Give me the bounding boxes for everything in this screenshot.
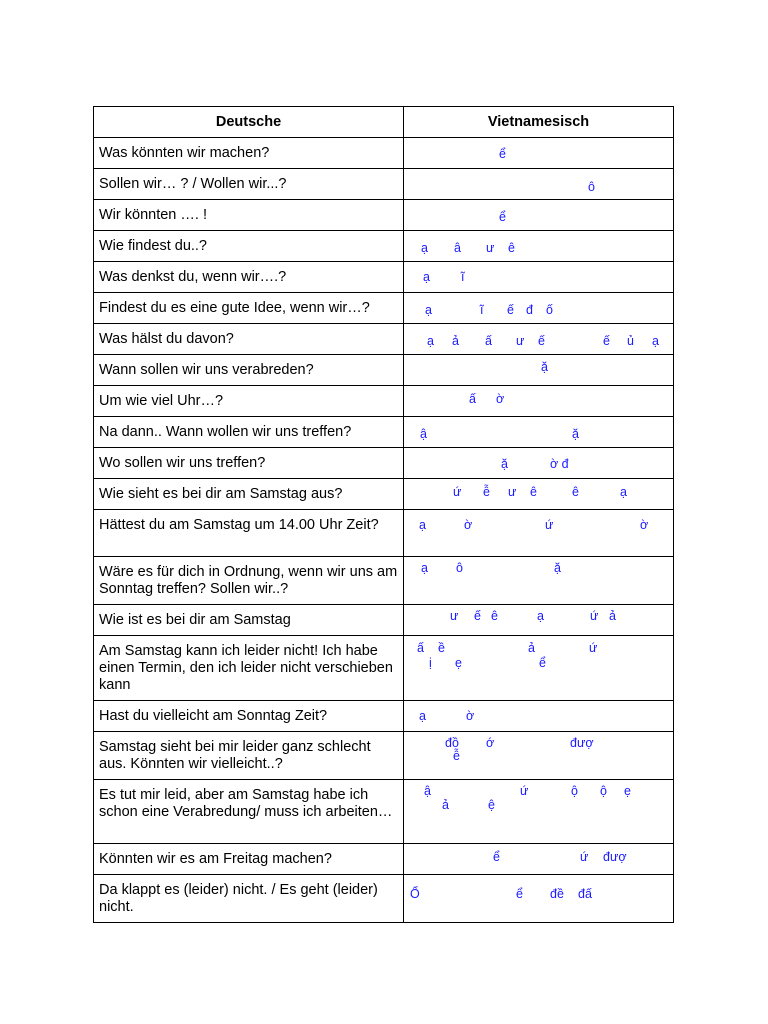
vietnamese-diacritic: ả — [452, 334, 459, 348]
vietnamese-diacritic: ĩ — [461, 270, 465, 284]
vietnamese-diacritic: ộ — [600, 784, 607, 798]
vietnamese-phrase — [404, 557, 674, 605]
vietnamese-diacritic: ế — [507, 303, 514, 317]
vietnamese-diacritic: ứ — [589, 641, 598, 655]
vietnamese-diacritic: ả — [442, 798, 449, 812]
german-phrase: Am Samstag kann ich leider nicht! Ich habe einen Termin, den ich leider nicht verschieben kann — [94, 636, 404, 701]
table-body — [94, 138, 674, 923]
vietnamese-phrase — [404, 844, 674, 875]
vietnamese-diacritic: ể — [516, 887, 523, 901]
vietnamese-phrase — [404, 262, 674, 293]
german-phrase: Um wie viel Uhr…? — [94, 386, 404, 417]
vietnamese-line — [404, 641, 673, 655]
vietnamese-diacritic: ạ — [620, 485, 627, 499]
vietnamese-diacritic: ị — [429, 656, 432, 670]
vietnamese-diacritic: ậ — [420, 427, 427, 441]
table-row — [94, 355, 674, 386]
vietnamese-line — [404, 147, 673, 161]
german-phrase: Was denkst du, wenn wir….? — [94, 262, 404, 293]
vietnamese-diacritic: đượ — [603, 850, 627, 864]
german-phrase: Was könnten wir machen? — [94, 138, 404, 169]
vietnamese-diacritic: ệ — [488, 798, 495, 812]
vietnamese-diacritic: đồ — [445, 736, 459, 750]
vietnamese-diacritic: đấ — [578, 887, 592, 901]
vietnamese-diacritic: ờ — [640, 518, 649, 532]
vietnamese-diacritic: ấ — [485, 334, 492, 348]
german-phrase: Könnten wir es am Freitag machen? — [94, 844, 404, 875]
vietnamese-diacritic: ứ — [453, 485, 462, 499]
vietnamese-phrase — [404, 605, 674, 636]
vietnamese-phrase — [404, 479, 674, 510]
vietnamese-line — [404, 457, 673, 471]
vietnamese-phrase — [404, 510, 674, 557]
table-row — [94, 417, 674, 448]
vietnamese-diacritic: ư — [486, 241, 495, 255]
table-row — [94, 557, 674, 605]
vietnamese-diacritic: ư — [516, 334, 525, 348]
vietnamese-diacritic: ạ — [423, 270, 430, 284]
german-phrase: Da klappt es (leider) nicht. / Es geht (leider) nicht. — [94, 875, 404, 923]
table-row — [94, 324, 674, 355]
german-phrase: Es tut mir leid, aber am Samstag habe ich schon eine Verabredung/ muss ich arbeiten… — [94, 780, 404, 844]
vietnamese-diacritic: ứ — [590, 609, 599, 623]
vietnamese-phrase — [404, 324, 674, 355]
german-phrase: Was hälst du davon? — [94, 324, 404, 355]
vietnamese-line — [404, 850, 673, 864]
vietnamese-diacritic: ế — [538, 334, 545, 348]
vietnamese-diacritic: ớ — [486, 736, 495, 750]
vietnamese-diacritic: đề — [550, 887, 564, 901]
vietnamese-diacritic: ặ — [541, 360, 548, 374]
table-row — [94, 701, 674, 732]
german-phrase: Wo sollen wir uns treffen? — [94, 448, 404, 479]
table-row — [94, 844, 674, 875]
vietnamese-line — [404, 303, 673, 317]
vietnamese-diacritic: ờ — [464, 518, 473, 532]
vietnamese-line — [404, 609, 673, 623]
vietnamese-line — [404, 561, 673, 575]
vietnamese-line — [404, 241, 673, 255]
german-phrase: Hättest du am Samstag um 14.00 Uhr Zeit? — [94, 510, 404, 557]
vietnamese-diacritic: ờ đ — [550, 457, 569, 471]
vietnamese-phrase — [404, 701, 674, 732]
vietnamese-line — [404, 392, 673, 406]
vietnamese-diacritic: â — [454, 241, 461, 255]
vietnamese-diacritic: ô — [588, 180, 595, 194]
vietnamese-line — [404, 798, 673, 812]
vietnamese-diacritic: ặ — [554, 561, 561, 575]
german-phrase: Wie findest du..? — [94, 231, 404, 262]
vietnamese-diacritic: ế — [474, 609, 481, 623]
vietnamese-diacritic: ậ — [424, 784, 431, 798]
vietnamese-diacritic: ô — [456, 561, 463, 575]
vietnamese-phrase — [404, 417, 674, 448]
vietnamese-diacritic: ả — [528, 641, 535, 655]
vietnamese-diacritic: ẹ — [624, 784, 631, 798]
german-phrase: Wie ist es bei dir am Samstag — [94, 605, 404, 636]
vietnamese-phrase — [404, 875, 674, 923]
vietnamese-diacritic: ấ — [469, 392, 476, 406]
vietnamese-diacritic: ễ — [453, 749, 460, 763]
vietnamese-diacritic: ộ — [571, 784, 578, 798]
vietnamese-line — [404, 427, 673, 441]
german-phrase: Wann sollen wir uns verabreden? — [94, 355, 404, 386]
vietnamese-diacritic: ả — [609, 609, 616, 623]
table-row — [94, 780, 674, 844]
table-header-row — [94, 107, 674, 138]
header-german: Deutsche — [94, 107, 404, 138]
vietnamese-diacritic: ê — [572, 485, 579, 499]
german-phrase: Wir könnten …. ! — [94, 200, 404, 231]
vietnamese-line — [404, 210, 673, 224]
vietnamese-line — [404, 784, 673, 798]
vietnamese-phrase — [404, 169, 674, 200]
vietnamese-diacritic: ờ — [496, 392, 505, 406]
vietnamese-line — [404, 736, 673, 750]
vietnamese-phrase — [404, 780, 674, 844]
vietnamese-phrase — [404, 448, 674, 479]
vietnamese-phrase — [404, 636, 674, 701]
table-row — [94, 386, 674, 417]
vietnamese-diacritic: ể — [499, 210, 506, 224]
table-row — [94, 231, 674, 262]
vietnamese-diacritic: ê — [530, 485, 537, 499]
vietnamese-diacritic: ư — [508, 485, 517, 499]
table-row — [94, 293, 674, 324]
table-row — [94, 169, 674, 200]
vietnamese-diacritic: đượ — [570, 736, 594, 750]
vietnamese-diacritic: ạ — [421, 561, 428, 575]
vietnamese-diacritic: ể — [493, 850, 500, 864]
german-phrase: Sollen wir… ? / Wollen wir...? — [94, 169, 404, 200]
vietnamese-line — [404, 180, 673, 194]
vietnamese-diacritic: Ổ — [410, 887, 420, 901]
vietnamese-line — [404, 518, 673, 532]
vietnamese-phrase — [404, 732, 674, 780]
vietnamese-diacritic: ễ — [483, 485, 490, 499]
vietnamese-diacritic: ĩ — [480, 303, 484, 317]
vietnamese-diacritic: ạ — [421, 241, 428, 255]
vietnamese-line — [404, 749, 673, 763]
table-row — [94, 732, 674, 780]
vietnamese-diacritic: ư — [450, 609, 459, 623]
phrase-table — [93, 106, 674, 923]
table-row — [94, 510, 674, 557]
table-row — [94, 875, 674, 923]
vietnamese-line — [404, 485, 673, 499]
vietnamese-diacritic: ờ — [466, 709, 475, 723]
vietnamese-line — [404, 656, 673, 670]
vietnamese-diacritic: ứ — [545, 518, 554, 532]
vietnamese-diacritic: ố — [546, 303, 553, 317]
header-vietnamese: Vietnamesisch — [404, 107, 674, 138]
table-row — [94, 479, 674, 510]
vietnamese-diacritic: ạ — [652, 334, 659, 348]
vietnamese-diacritic: ê — [491, 609, 498, 623]
vietnamese-diacritic: ẹ — [455, 656, 462, 670]
vietnamese-diacritic: ạ — [427, 334, 434, 348]
vietnamese-diacritic: ặ — [501, 457, 508, 471]
german-phrase: Hast du vielleicht am Sonntag Zeit? — [94, 701, 404, 732]
vietnamese-diacritic: ạ — [425, 303, 432, 317]
german-phrase: Wäre es für dich in Ordnung, wenn wir uns am Sonntag treffen? Sollen wir..? — [94, 557, 404, 605]
vietnamese-line — [404, 360, 673, 374]
vietnamese-diacritic: ạ — [419, 709, 426, 723]
vietnamese-phrase — [404, 138, 674, 169]
german-phrase: Wie sieht es bei dir am Samstag aus? — [94, 479, 404, 510]
vietnamese-diacritic: ề — [438, 641, 445, 655]
vietnamese-line — [404, 887, 673, 901]
vietnamese-phrase — [404, 293, 674, 324]
vietnamese-diacritic: ứ — [580, 850, 589, 864]
german-phrase: Findest du es eine gute Idee, wenn wir…? — [94, 293, 404, 324]
table-row — [94, 200, 674, 231]
vietnamese-diacritic: ạ — [537, 609, 544, 623]
table-row — [94, 138, 674, 169]
vietnamese-diacritic: ặ — [572, 427, 579, 441]
vietnamese-diacritic: ê — [508, 241, 515, 255]
table-row — [94, 636, 674, 701]
german-phrase: Samstag sieht bei mir leider ganz schlecht aus. Könnten wir vielleicht..? — [94, 732, 404, 780]
german-phrase: Na dann.. Wann wollen wir uns treffen? — [94, 417, 404, 448]
vietnamese-line — [404, 709, 673, 723]
vietnamese-diacritic: ứ — [520, 784, 529, 798]
vietnamese-diacritic: ể — [539, 656, 546, 670]
table-row — [94, 605, 674, 636]
vietnamese-diacritic: ấ — [417, 641, 424, 655]
vietnamese-line — [404, 334, 673, 348]
vietnamese-diacritic: ể — [499, 147, 506, 161]
vietnamese-diacritic: ế — [603, 334, 610, 348]
table-row — [94, 448, 674, 479]
vietnamese-phrase — [404, 200, 674, 231]
vietnamese-phrase — [404, 386, 674, 417]
vietnamese-diacritic: ủ — [627, 334, 634, 348]
vietnamese-diacritic: ạ — [419, 518, 426, 532]
vietnamese-phrase — [404, 355, 674, 386]
vietnamese-diacritic: đ — [526, 303, 533, 317]
table-row — [94, 262, 674, 293]
vietnamese-phrase — [404, 231, 674, 262]
vietnamese-line — [404, 270, 673, 284]
